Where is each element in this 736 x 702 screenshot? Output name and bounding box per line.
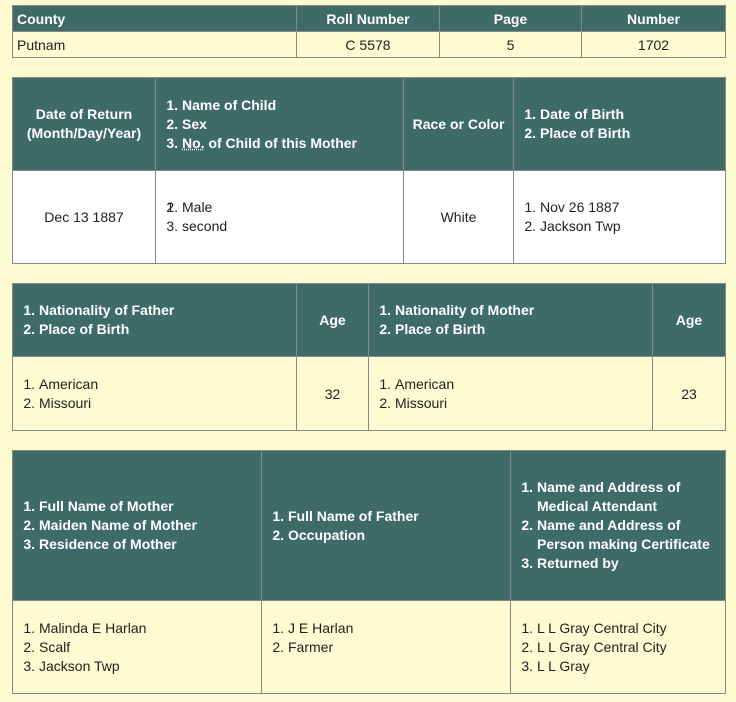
father-nationality-value: [13, 357, 297, 431]
medical-attendant: L L Gray Central City: [537, 619, 667, 636]
child-header-name: Name of Child: [182, 96, 277, 113]
medical-header-certificate: Name and Address of Person making Certificate: [537, 517, 710, 552]
birth-header-place: Place of Birth: [540, 125, 631, 141]
county-value: Putnam: [13, 32, 297, 58]
mother-residence: Jackson Twp: [39, 657, 120, 674]
father-header-occupation: Occupation: [288, 526, 366, 543]
date-of-return-header: Date of Return (Month/Day/Year): [13, 78, 156, 171]
father-fullname: J E Harlan: [288, 620, 354, 636]
child-info-header: [156, 78, 404, 171]
date-of-return-value: Dec 13 1887: [13, 171, 156, 264]
father-age-header: Age: [297, 284, 369, 357]
mother-birthplace: Missouri: [395, 394, 448, 411]
father-header-birthplace: Place of Birth: [39, 321, 130, 337]
birth-place-value: Jackson Twp: [540, 218, 621, 234]
birth-header: [514, 78, 726, 171]
father-nationality-header: [13, 284, 297, 357]
child-table: [12, 77, 726, 264]
father-age-value: 32: [297, 357, 369, 431]
father-nationality: American: [39, 375, 99, 392]
mother-header-nationality: Nationality of Mother: [395, 302, 535, 318]
child-header-number: No. of Child of this Mother: [182, 134, 357, 151]
mother-age-value: 23: [653, 357, 726, 431]
father-birthplace: Missouri: [39, 394, 92, 411]
medical-value: [511, 601, 726, 694]
mother-nationality-value: [369, 357, 653, 431]
mother-header-residence: Residence of Mother: [39, 536, 177, 552]
birth-date-value: Nov 26 1887: [540, 199, 620, 215]
number-header: Number: [582, 6, 726, 32]
medical-header-attendant: Name and Address of Medical Attendant: [537, 479, 681, 514]
father-occupation: Farmer: [288, 639, 334, 655]
mother-header-maiden: Maiden Name of Mother: [39, 517, 197, 533]
mother-age-header: Age: [653, 284, 726, 357]
mother-names-header: [13, 451, 262, 601]
birth-header-date: Date of Birth: [540, 106, 624, 122]
returned-by: L L Gray: [537, 657, 590, 674]
mother-fullname: Malinda E Harlan: [39, 619, 147, 636]
record-header-table: [12, 5, 726, 58]
father-names-header: [262, 451, 511, 601]
father-header-nationality: Nationality of Father: [39, 302, 175, 318]
roll-number-value: C 5578: [297, 32, 440, 58]
mother-header-fullname: Full Name of Mother: [39, 498, 174, 514]
father-header-fullname: Full Name of Father: [288, 507, 419, 524]
certificate-maker: L L Gray Central City: [537, 638, 667, 655]
mother-maiden: Scalf: [39, 638, 71, 655]
child-info-value: [156, 171, 404, 264]
child-sex-value: Male: [182, 199, 213, 215]
medical-header-returned: Returned by: [537, 555, 619, 571]
father-names-value: [262, 601, 511, 694]
race-value: White: [404, 171, 514, 264]
child-header-sex: Sex: [182, 115, 207, 132]
names-table: [12, 450, 726, 694]
child-number-value: second: [182, 218, 228, 234]
page-header: Page: [440, 6, 582, 32]
birth-info-value: [514, 171, 726, 264]
mother-names-value: [13, 601, 262, 694]
county-header: County: [13, 6, 297, 32]
mother-header-birthplace: Place of Birth: [395, 321, 486, 337]
race-header: Race or Color: [404, 78, 514, 171]
mother-nationality: American: [395, 375, 455, 392]
roll-number-header: Roll Number: [297, 6, 440, 32]
parents-table: [12, 283, 726, 431]
mother-nationality-header: [369, 284, 653, 357]
page-value: 5: [440, 32, 582, 58]
medical-header: [511, 451, 726, 601]
number-value: 1702: [582, 32, 726, 58]
